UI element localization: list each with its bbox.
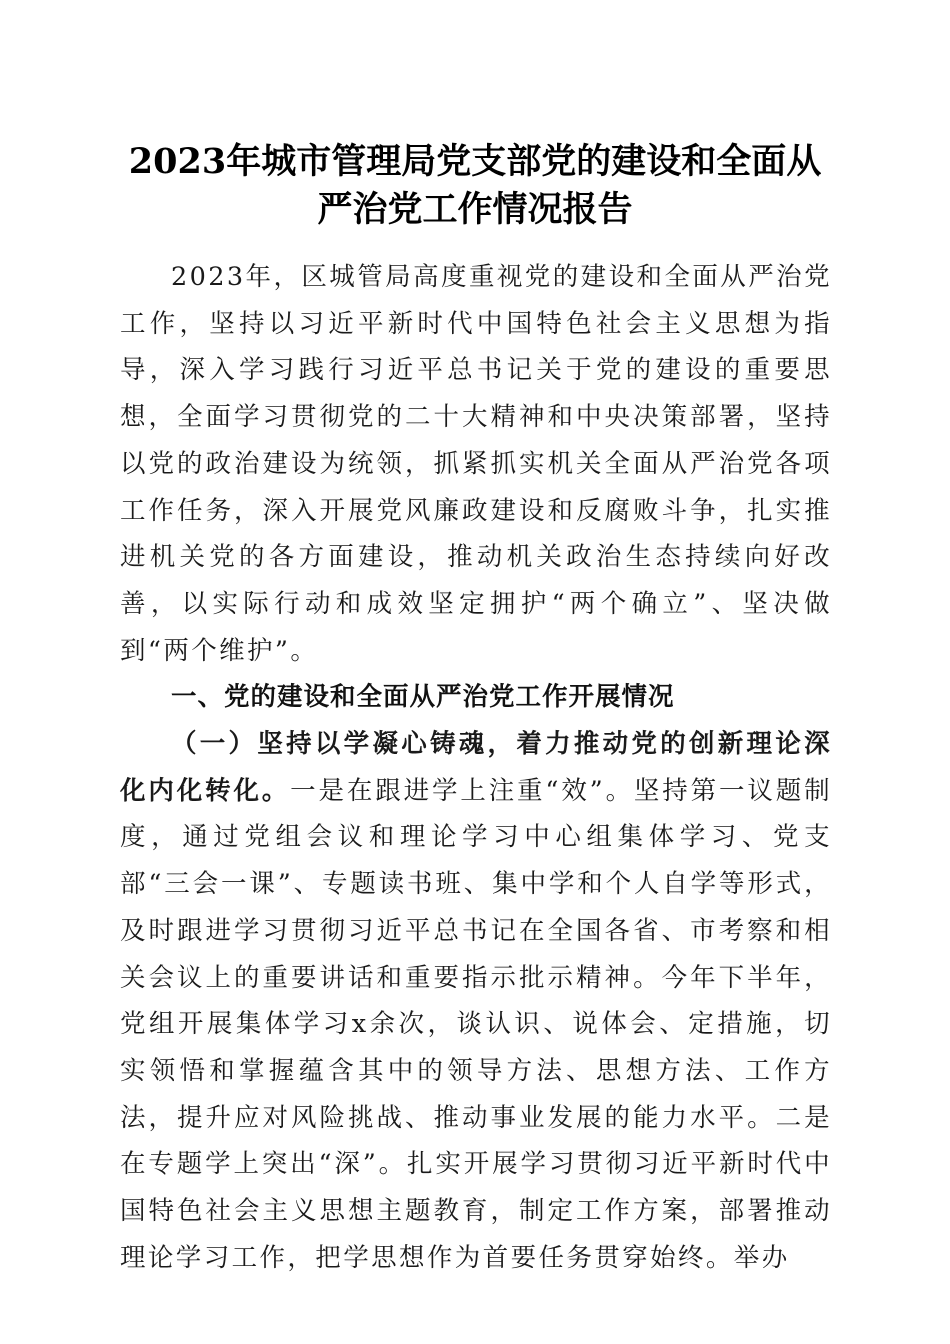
title-line-2: 严治党工作情况报告 [317,189,633,230]
subsection-lead: （一）坚持以学凝心铸魂，着力推动党的创新理论深化内化转化。 [120,729,832,806]
section-heading-1: 一、党的建设和全面从严治党工作开展情况 [171,682,675,713]
document-title [100,138,850,234]
subsection-body: 一是在跟进学上注重“效”。坚持第一议题制度，通过党组会议和理论学习中心组集体学习、党支部“三会一课”、专题读书班、集中学和个人自学等形式，及时跟进学习贯彻习近平总书记在全国各省、市考察和相关会议上的重要讲话和重要指示批示精神。今年下半年，党组开展集体学习x余次，谈认识、说体会、定措施，切实领悟和掌握蕴含其中的领导方法、思想方法、工作方法，提升应对风险挑战、推动事业发展的能力水平。二是在专题学上突出“深”。扎实开展学习贯彻习近平新时代中国特色社会主义思想主题教育，制定工作方案，部署推动理论学习工作，把学思想作为首要任务贯穿始终。举办 [120,775,832,1273]
subsection-paragraph-1 [120,721,832,1281]
document-body [120,254,832,1281]
intro-paragraph: 2023年，区城管局高度重视党的建设和全面从严治党工作，坚持以习近平新时代中国特色社会主义思想为指导，深入学习践行习近平总书记关于党的建设的重要思想，全面学习贯彻党的二十大精神和中央决策部署，坚持以党的政治建设为统领，抓紧抓实机关全面从严治党各项工作任务，深入开展党风廉政建设和反腐败斗争，扎实推进机关党的各方面建设，推动机关政治生态持续向好改善，以实际行动和成效坚定拥护“两个确立”、坚决做到“两个维护”。 [120,262,832,666]
title-line-1: 2023年城市管理局党支部党的建设和全面从 [128,141,822,182]
